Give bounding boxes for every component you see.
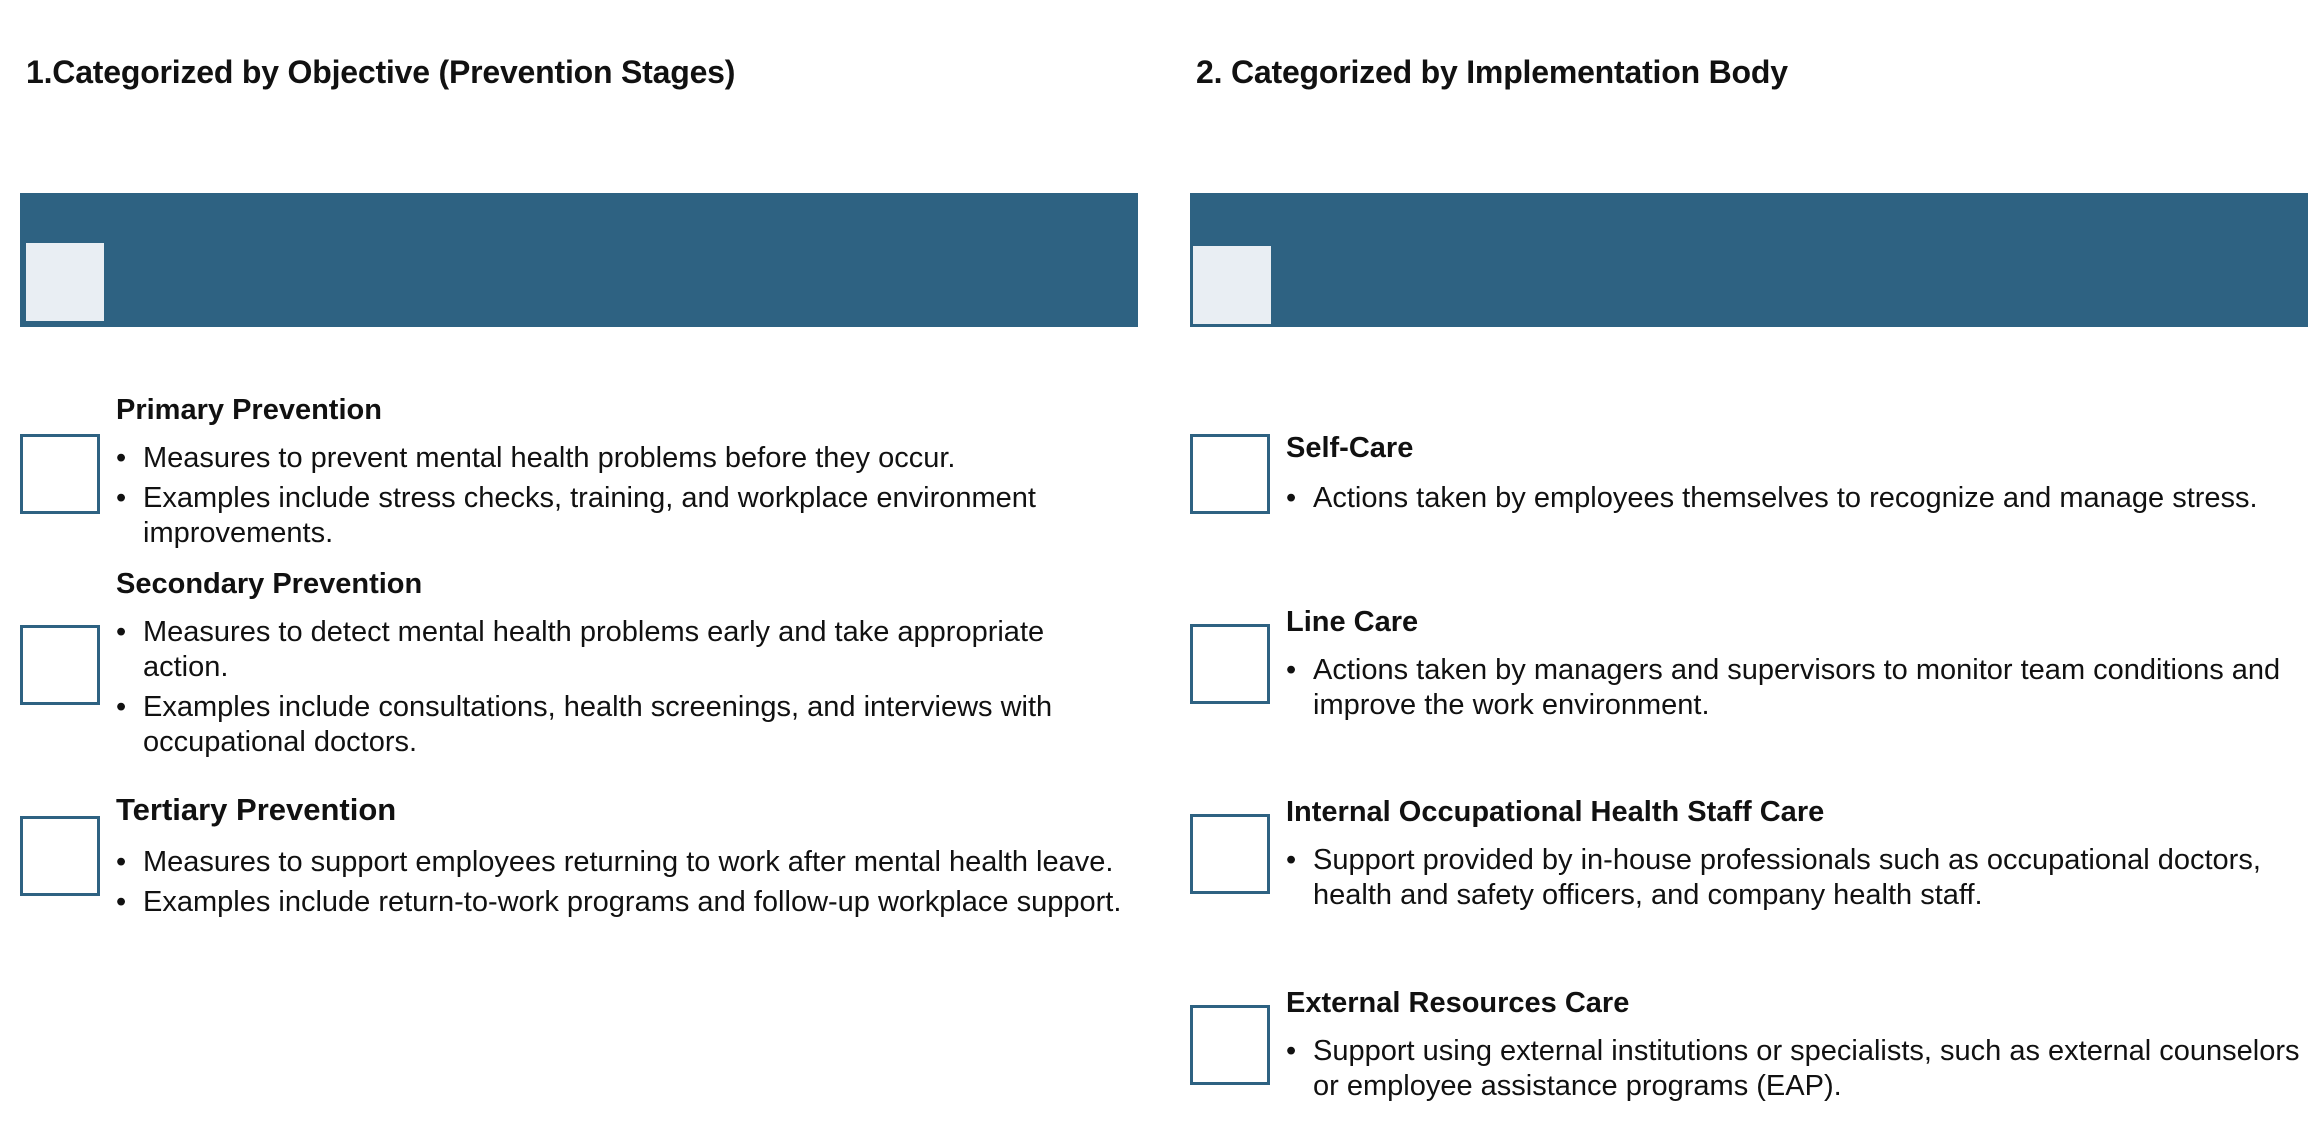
bullet: • Support using external institutions or specialists, such as external counselors or employee assistance programs (EAP). — [1286, 1034, 2306, 1104]
item-bullets — [1286, 481, 2306, 521]
bullet: • Examples include stress checks, training, and workplace environment improvements. — [116, 481, 1136, 551]
section-banner — [1190, 193, 2308, 327]
bullet: • Support provided by in-house professionals such as occupational doctors, health and safety officers, and company health staff. — [1286, 843, 2306, 913]
item-icon-placeholder — [20, 434, 100, 514]
item-bullets — [116, 615, 1136, 765]
bullet: • Actions taken by managers and supervisors to monitor team conditions and improve the work environment. — [1286, 653, 2306, 723]
banner-placeholder-square — [26, 243, 104, 321]
item-icon-placeholder — [1190, 624, 1270, 704]
item-bullets — [116, 845, 1136, 925]
item-bullets — [1286, 653, 2306, 728]
item-bullets — [1286, 1034, 2306, 1109]
item-icon-placeholder — [20, 625, 100, 705]
implementation-body-section — [1190, 0, 2314, 1138]
item-heading: Secondary Prevention — [116, 568, 423, 600]
bullet: • Measures to detect mental health problems early and take appropriate action. — [116, 615, 1136, 685]
list-item-internal-occupational-health-staff-care — [1190, 794, 2314, 924]
bullet: • Examples include consultations, health screenings, and interviews with occupational doctors. — [116, 690, 1136, 760]
bullet: • Measures to prevent mental health problems before they occur. — [116, 441, 1136, 476]
item-heading: Internal Occupational Health Staff Care — [1286, 796, 1825, 828]
item-bullets — [116, 441, 1136, 556]
list-item-external-resources-care — [1190, 985, 2314, 1115]
item-icon-placeholder — [20, 816, 100, 896]
bullet: • Measures to support employees returning to work after mental health leave. — [116, 845, 1136, 880]
item-icon-placeholder — [1190, 814, 1270, 894]
item-heading: External Resources Care — [1286, 987, 1630, 1019]
section-banner — [20, 193, 1138, 327]
banner-placeholder-square — [1193, 246, 1271, 324]
list-item-secondary-prevention — [20, 565, 1160, 765]
list-item-tertiary-prevention — [20, 785, 1160, 925]
item-bullets — [1286, 843, 2306, 918]
item-heading: Primary Prevention — [116, 394, 382, 426]
bullet: • Actions taken by employees themselves to recognize and manage stress. — [1286, 481, 2306, 516]
list-item-line-care — [1190, 604, 2314, 734]
item-heading: Self-Care — [1286, 432, 1414, 464]
item-heading: Line Care — [1286, 606, 1419, 638]
item-icon-placeholder — [1190, 434, 1270, 514]
list-item-primary-prevention — [20, 390, 1160, 560]
bullet: • Examples include return-to-work programs and follow-up workplace support. — [116, 885, 1136, 920]
section-title-prevention-stages: 1.Categorized by Objective (Prevention Stages) — [26, 54, 736, 90]
list-item-self-care — [1190, 430, 2314, 530]
item-heading: Tertiary Prevention — [116, 792, 397, 827]
item-icon-placeholder — [1190, 1005, 1270, 1085]
section-title-implementation-body: 2. Categorized by Implementation Body — [1196, 54, 1788, 90]
